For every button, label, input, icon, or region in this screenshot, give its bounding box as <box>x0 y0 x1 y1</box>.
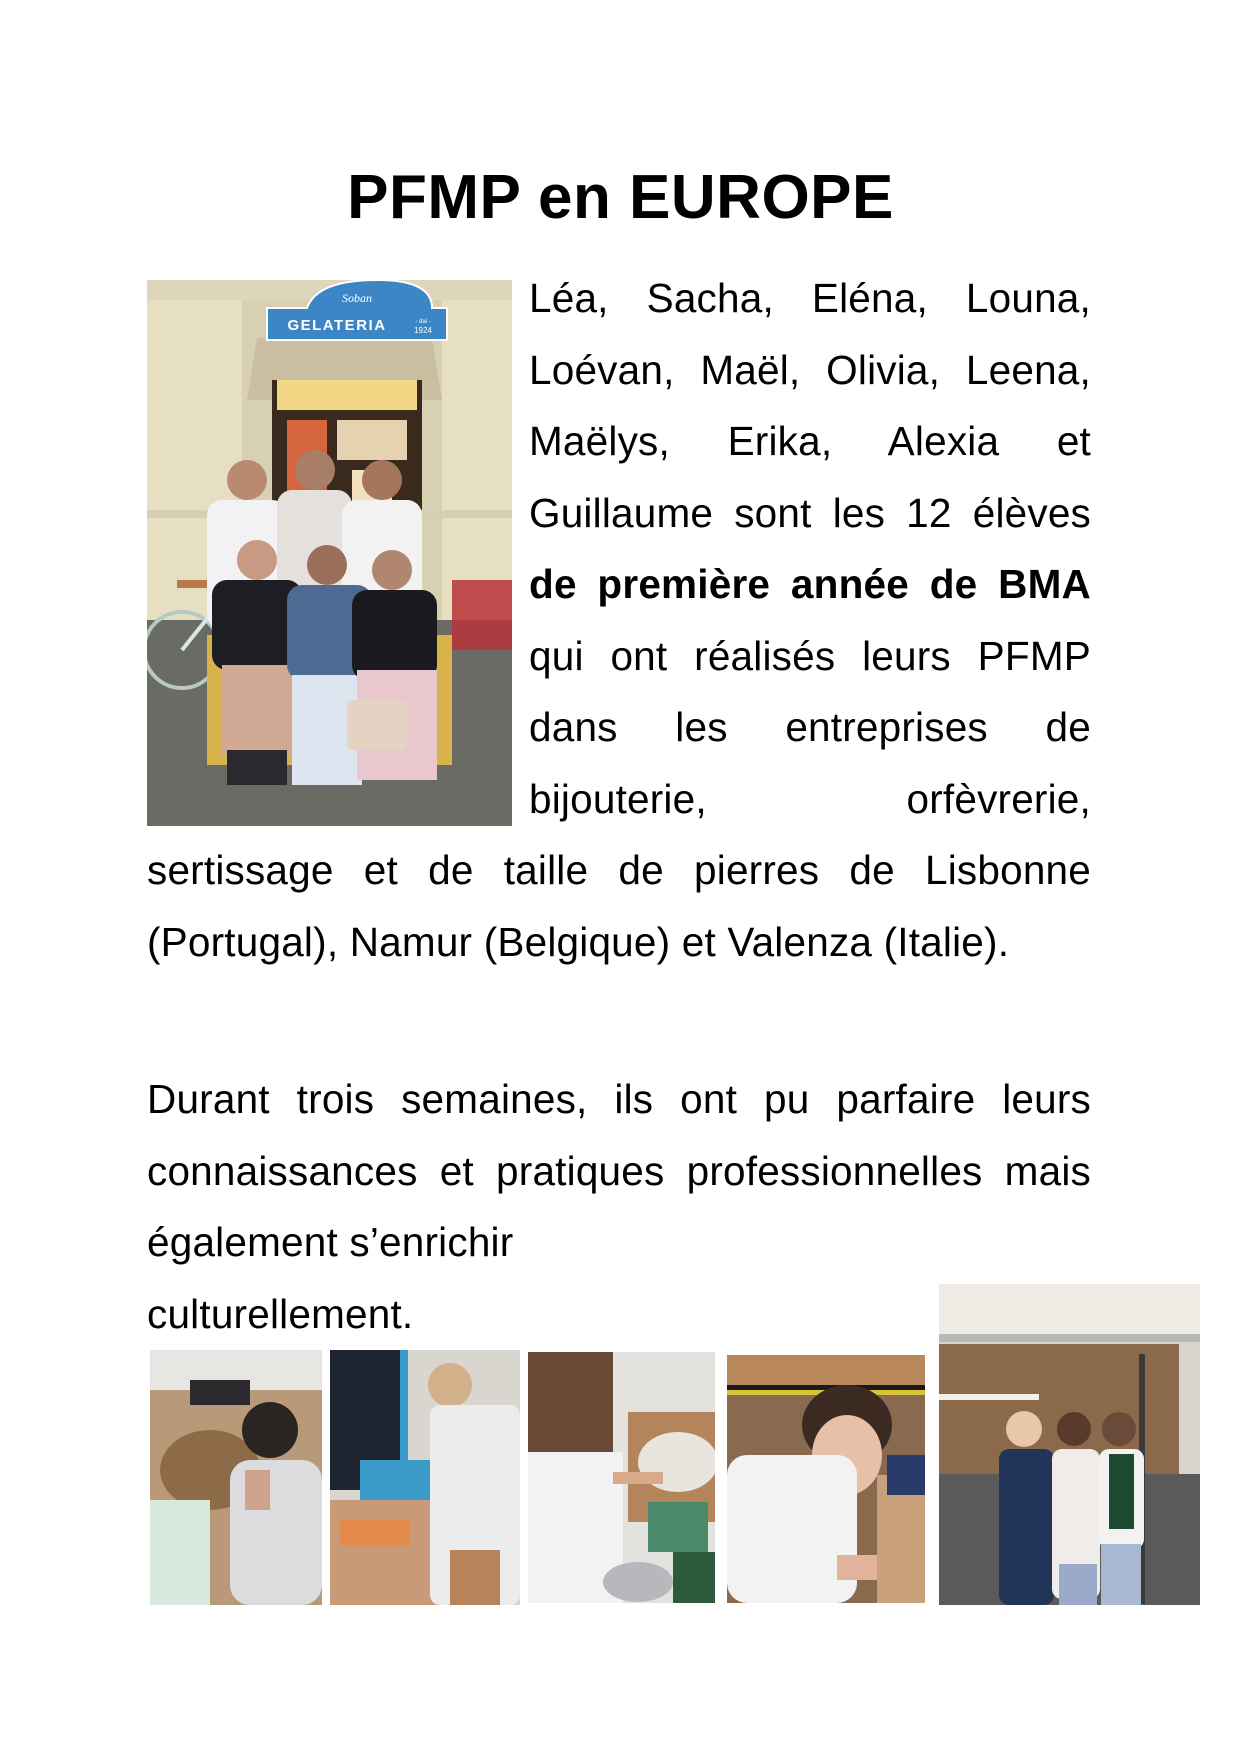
photo-wrap-spacer <box>147 263 529 827</box>
intro-rest-text: qui ont réalisés leurs PFMP dans les entreprises de bijouterie, orfèvrerie, sertissage et de taille de pierres de Lisbonne (Portugal), Namur (Belgique) et Valenza (Italie). <box>147 632 1091 965</box>
gallery-photo-1 <box>150 1350 322 1605</box>
sign-main-text: GELATERIA <box>287 317 387 334</box>
gallery-photo-5 <box>939 1284 1200 1605</box>
sign-year-text: 1924 <box>414 326 432 335</box>
sawing-work-image <box>528 1352 715 1603</box>
gallery-photo-3 <box>528 1352 715 1603</box>
intro-names-text: Léa, Sacha, Eléna, Louna, Loévan, Maël, Olivia, Leena, Maëlys, Erika, Alexia et Guillaume sont les 12 élèves <box>529 275 1091 536</box>
filing-work-image <box>727 1355 925 1603</box>
second-paragraph-last-line: culturellement. <box>147 1291 414 1337</box>
workshop-group-image <box>939 1284 1200 1605</box>
sign-top-text: Soban <box>342 291 372 305</box>
second-paragraph-text: Durant trois semaines, ils ont pu parfaire leurs connaissances et pratiques professionnelles mais également s’enrichir <box>147 1076 1091 1265</box>
sign-est-text: - dal - <box>415 319 431 325</box>
intro-bold-text: de première année de BMA <box>529 561 1091 607</box>
intro-paragraph <box>147 263 1091 978</box>
press-machine-image <box>330 1350 520 1605</box>
page-title: PFMP en EUROPE <box>347 163 894 232</box>
gallery-photo-4 <box>727 1355 925 1603</box>
bench-work-image <box>150 1350 322 1605</box>
second-paragraph <box>147 1064 1091 1279</box>
gallery-photo-2 <box>330 1350 520 1605</box>
